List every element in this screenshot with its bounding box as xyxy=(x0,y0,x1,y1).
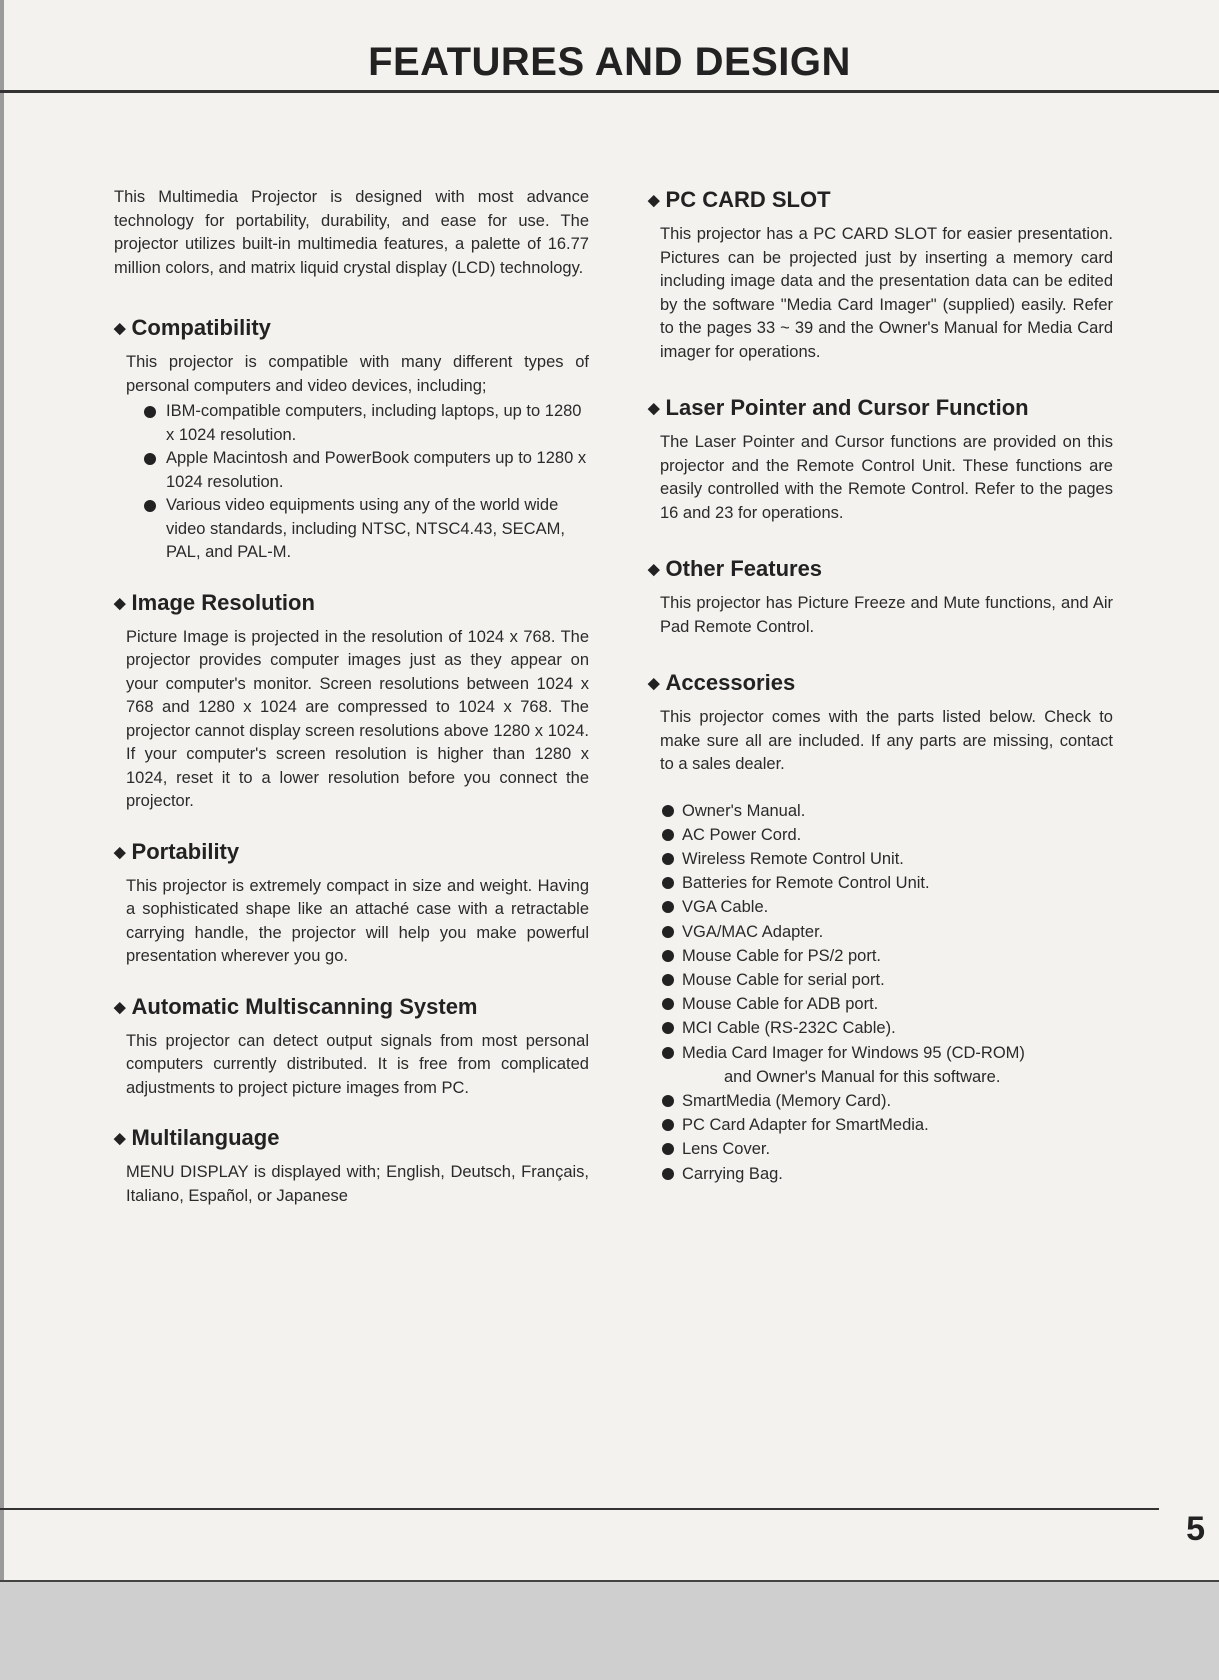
section-portability xyxy=(114,838,589,969)
bullet-icon xyxy=(662,853,674,865)
section-text: Picture Image is projected in the resolution of 1024 x 768. The projector provides computer images just as they appear on your computer's monitor. Screen resolutions between 1024 x 768 and 1280 x 1024 are compressed to 1024 x 768. The projector cannot display screen resolutions above 1280 x 1024. If your computer's screen resolution is higher than 1280 x 1024, reset it to a lower resolution before you connect the projector. xyxy=(126,627,589,810)
bullet-icon xyxy=(662,1168,674,1180)
section-heading: ◆ Image Resolution xyxy=(114,589,315,615)
page-title: FEATURES AND DESIGN xyxy=(368,40,851,84)
list-item-continuation: and Owner's Manual for this software. xyxy=(724,1067,1001,1086)
diamond-icon: ◆ xyxy=(648,192,660,209)
section-heading: ◆ Portability xyxy=(114,838,240,864)
bullet-icon xyxy=(144,500,156,512)
compatibility-list xyxy=(114,400,589,565)
section-text: This projector can detect output signals from most personal computers currently distributed. It is free from complicated adjustments to project picture images from PC. xyxy=(126,1031,589,1097)
page-number: 5 xyxy=(1186,1510,1205,1548)
diamond-icon: ◆ xyxy=(114,594,126,612)
section-heading: ◆ Other Features xyxy=(648,556,823,581)
section-text: This projector has Picture Freeze and Mute functions, and Air Pad Remote Control. xyxy=(660,594,1113,636)
list-item: Mouse Cable for ADB port. xyxy=(648,992,1113,1016)
section-text: This projector has a PC CARD SLOT for easier presentation. Pictures can be projected just by inserting a memory card including image data and the presentation data can be edited by the software "Media Card Imager" (supplied) easily. Refer to the pages 33 ~ 39 and the Owner's Manual for Media Card imager for operations. xyxy=(660,225,1113,361)
section-other-features xyxy=(648,555,1113,639)
bullet-icon xyxy=(662,901,674,913)
section-text: This projector comes with the parts listed below. Check to make sure all are included. If any parts are missing, contact to a sales dealer. xyxy=(660,708,1113,773)
section-text: This projector is extremely compact in size and weight. Having a sophisticated shape like an attaché case with a retractable carrying handle, the projector will help you make powerful presentation wherever you go. xyxy=(126,876,589,965)
section-multilanguage xyxy=(114,1124,589,1208)
list-item: Carrying Bag. xyxy=(648,1162,1113,1186)
section-text: MENU DISPLAY is displayed with; English, Deutsch, Français, Italiano, Español, or Japanese xyxy=(126,1163,589,1205)
list-item: PC Card Adapter for SmartMedia. xyxy=(648,1113,1113,1137)
section-laser-pointer xyxy=(648,394,1113,525)
section-heading: ◆ Automatic Multiscanning System xyxy=(114,993,478,1019)
section-heading: ◆ Multilanguage xyxy=(114,1125,280,1150)
list-item: AC Power Cord. xyxy=(648,823,1113,847)
bullet-icon xyxy=(144,453,156,465)
bullet-icon xyxy=(662,974,674,986)
diamond-icon: ◆ xyxy=(648,561,660,578)
bullet-icon xyxy=(662,829,674,841)
diamond-icon: ◆ xyxy=(114,998,126,1016)
section-text: This projector is compatible with many different types of personal computers and video devices, including; xyxy=(126,353,589,395)
diamond-icon: ◆ xyxy=(114,1130,126,1147)
list-item: Owner's Manual. xyxy=(648,799,1113,823)
section-compatibility xyxy=(114,314,589,565)
page-footer-band xyxy=(0,1580,1219,1680)
bullet-icon xyxy=(662,805,674,817)
list-item: Apple Macintosh and PowerBook computers up to 1280 x 1024 resolution. xyxy=(114,447,589,494)
footer-rule xyxy=(0,1508,1159,1510)
list-item: SmartMedia (Memory Card). xyxy=(648,1089,1113,1113)
accessories-list xyxy=(648,799,1113,1186)
section-heading: ◆ Accessories xyxy=(648,670,796,695)
bullet-icon xyxy=(662,1119,674,1131)
list-item: Media Card Imager for Windows 95 (CD-ROM) and Owner's Manual for this software. xyxy=(648,1041,1113,1089)
bullet-icon xyxy=(144,406,156,418)
section-heading: ◆ PC CARD SLOT xyxy=(648,187,831,212)
list-item: Wireless Remote Control Unit. xyxy=(648,847,1113,871)
list-item: Mouse Cable for serial port. xyxy=(648,968,1113,992)
list-item: VGA/MAC Adapter. xyxy=(648,920,1113,944)
bullet-icon xyxy=(662,998,674,1010)
section-accessories xyxy=(648,669,1113,1186)
bullet-icon xyxy=(662,926,674,938)
left-column xyxy=(114,186,589,1232)
page-left-edge xyxy=(0,0,4,1680)
intro-paragraph: This Multimedia Projector is designed with most advance technology for portability, durability, and ease for use. The projector utilizes built-in multimedia features, a palette of 16.77 million colors, and matrix liquid crystal display (LCD) technology. xyxy=(114,188,589,277)
section-pc-card-slot xyxy=(648,186,1113,364)
list-item: Batteries for Remote Control Unit. xyxy=(648,871,1113,895)
bullet-icon xyxy=(662,1095,674,1107)
bullet-icon xyxy=(662,1022,674,1034)
diamond-icon: ◆ xyxy=(114,320,126,337)
list-item: VGA Cable. xyxy=(648,895,1113,919)
header-rule xyxy=(0,90,1219,93)
bullet-icon xyxy=(662,950,674,962)
bullet-icon xyxy=(662,877,674,889)
bullet-icon xyxy=(662,1047,674,1059)
diamond-icon: ◆ xyxy=(114,843,126,861)
bullet-icon xyxy=(662,1143,674,1155)
right-column xyxy=(648,186,1113,1210)
section-heading: ◆ Laser Pointer and Cursor Function xyxy=(648,395,1029,420)
list-item: Various video equipments using any of the world wide video standards, including NTSC, NTSC4.43, SECAM, PAL, and PAL-M. xyxy=(114,494,589,565)
section-image-resolution xyxy=(114,589,589,814)
section-text: The Laser Pointer and Cursor functions are provided on this projector and the Remote Control Unit. These functions are easily controlled with the Remote Control. Refer to the pages 16 and 23 for operations. xyxy=(660,433,1113,522)
diamond-icon: ◆ xyxy=(648,400,660,417)
list-item: Lens Cover. xyxy=(648,1137,1113,1161)
diamond-icon: ◆ xyxy=(648,675,660,692)
list-item: Mouse Cable for PS/2 port. xyxy=(648,944,1113,968)
section-heading: ◆ Compatibility xyxy=(114,315,271,340)
section-multiscanning xyxy=(114,993,589,1101)
list-item: IBM-compatible computers, including laptops, up to 1280 x 1024 resolution. xyxy=(114,400,589,447)
list-item: MCI Cable (RS-232C Cable). xyxy=(648,1016,1113,1040)
